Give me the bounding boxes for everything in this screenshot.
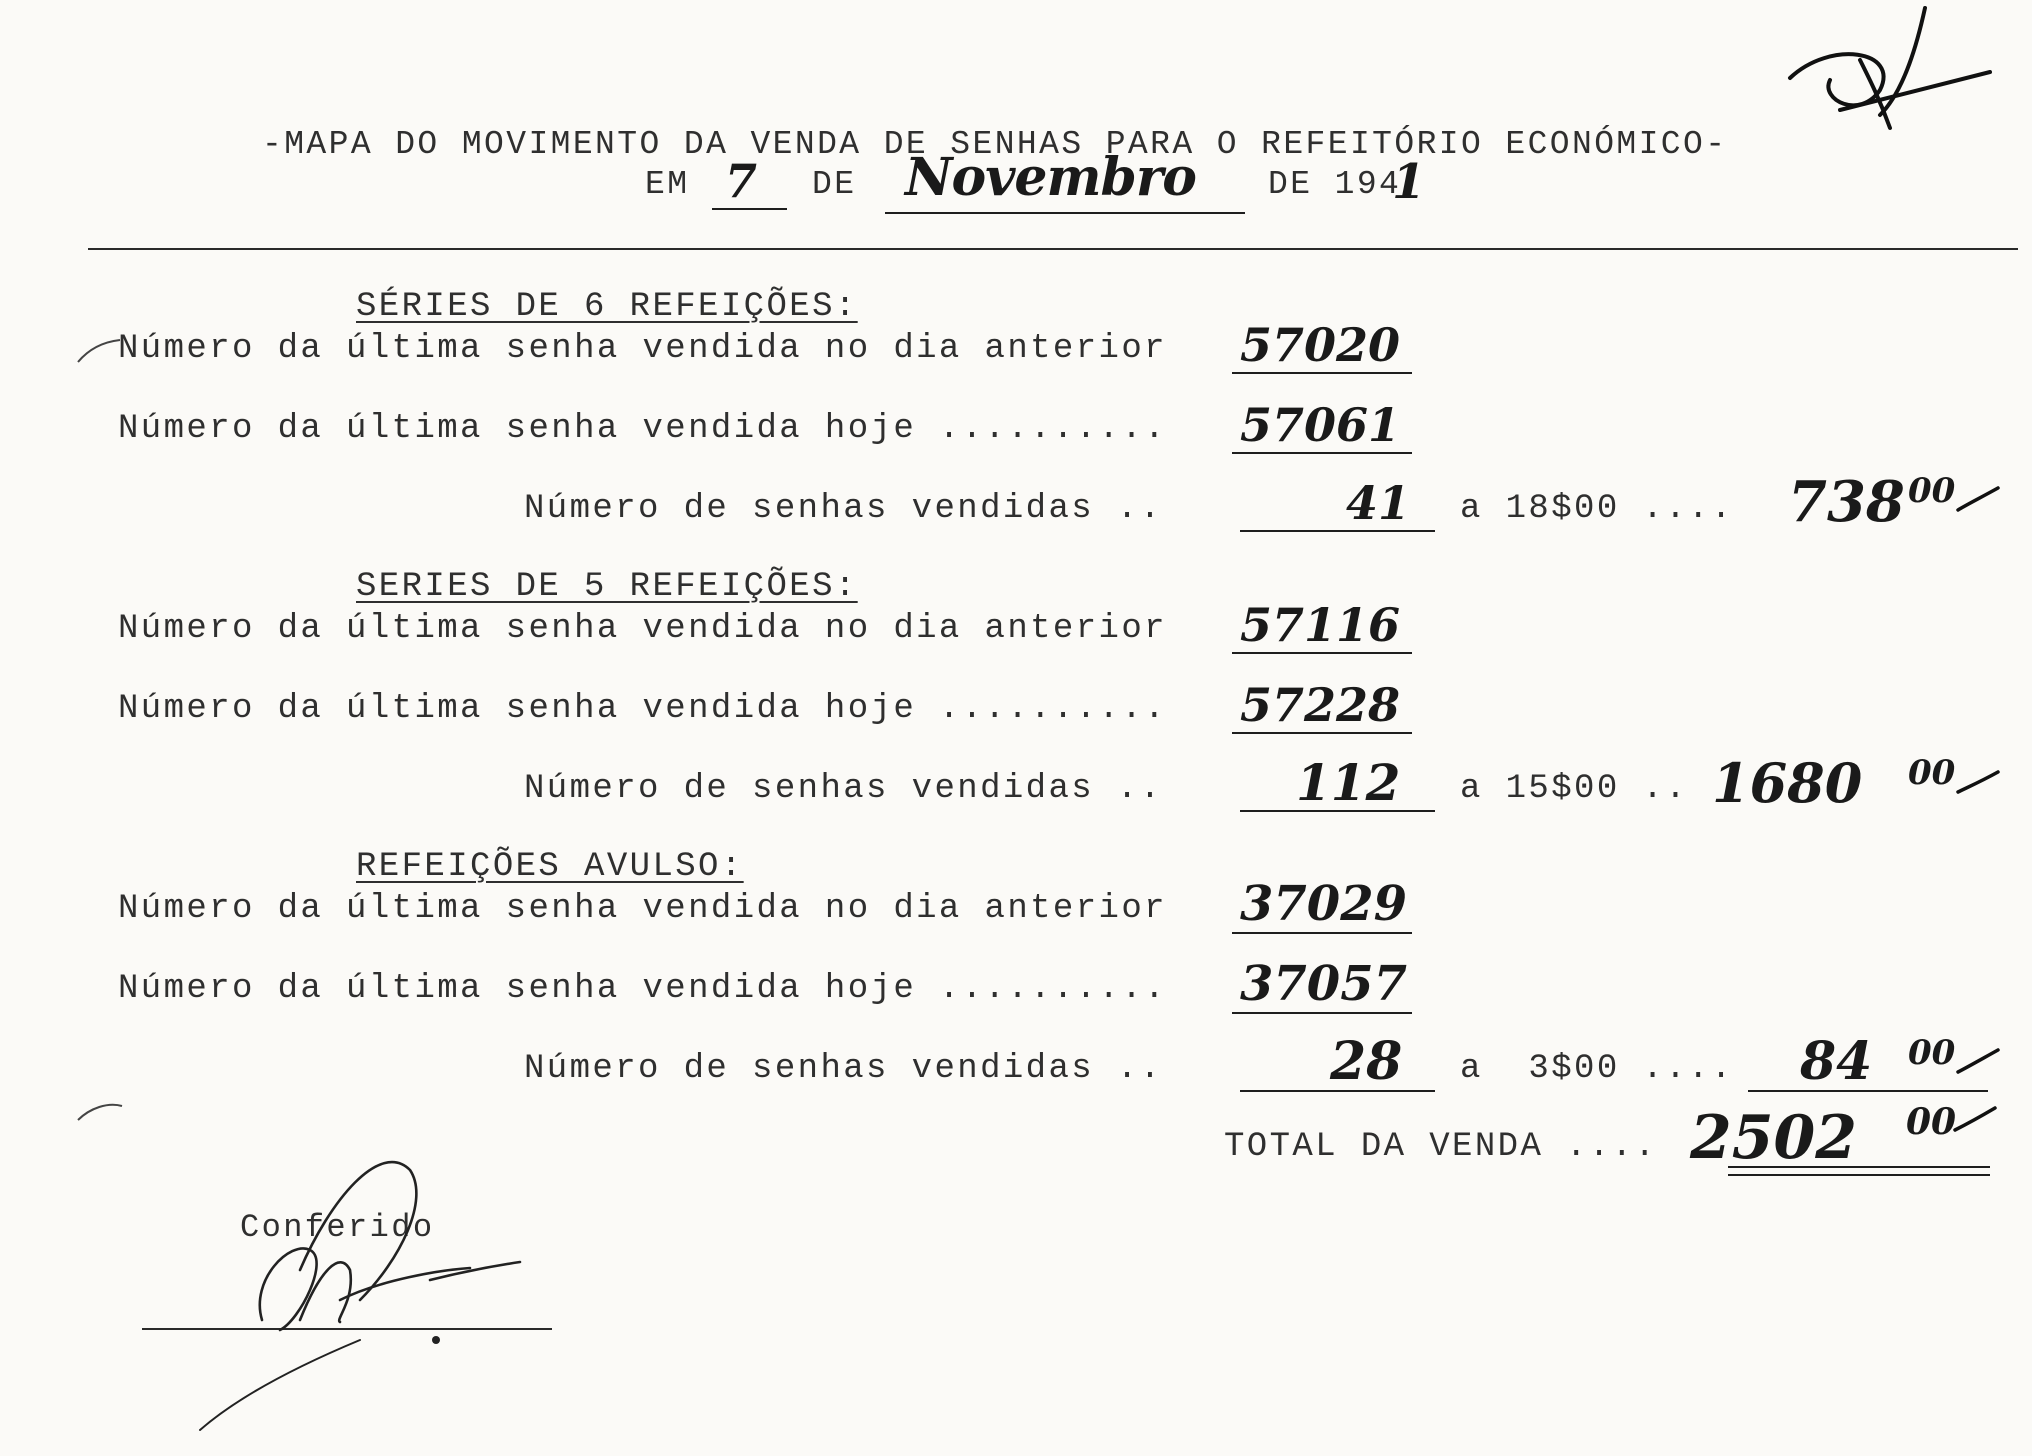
section-5-sold-label: Número de senhas vendidas ..: [524, 770, 1163, 808]
section-heading-5: SERIES DE 5 REFEIÇÕES:: [356, 568, 858, 606]
section-6-prev-value: 57020: [1240, 318, 1401, 372]
date-prefix: EM: [645, 166, 690, 203]
section-5-amount-main: 1680: [1712, 751, 1863, 815]
section-avulso-prev-value: 37029: [1240, 876, 1407, 932]
date-day: 7: [725, 154, 758, 208]
section-avulso-today-line: [1232, 1012, 1412, 1014]
section-6-sold-count: 41: [1346, 476, 1411, 530]
total-amount-main: 2502: [1690, 1103, 1857, 1173]
section-5-amount-cents: 00: [1908, 753, 1956, 793]
total-underline-1: [1728, 1166, 1990, 1168]
date-month-line: [885, 212, 1245, 214]
section-5-prev-label: Número da última senha vendida no dia anterior: [118, 610, 1167, 648]
section-5-unit-price: a 15$00 ..: [1460, 770, 1689, 808]
section-6-prev-line: [1232, 372, 1412, 374]
section-5-sold-line: [1240, 810, 1435, 812]
section-6-today-label: Número da última senha vendida hoje ..........: [118, 410, 1167, 448]
section-5-sold-count: 112: [1296, 753, 1401, 812]
section-6-today-line: [1232, 452, 1412, 454]
section-avulso-unit-price: a 3$00 ....: [1460, 1050, 1734, 1088]
date-year-digit: 1: [1392, 154, 1426, 210]
date-day-line: [712, 208, 787, 210]
date-month: Novembro: [905, 147, 1196, 208]
signature-dot: [432, 1336, 440, 1344]
section-5-prev-value: 57116: [1240, 598, 1401, 652]
section-avulso-today-label: Número da última senha vendida hoje ..........: [118, 970, 1167, 1008]
date-mid: DE: [812, 166, 857, 203]
section-6-sold-label: Número de senhas vendidas ..: [524, 490, 1163, 528]
section-6-today-value: 57061: [1240, 398, 1401, 452]
date-year-prefix: DE 194: [1268, 166, 1402, 203]
section-5-today-value: 57228: [1240, 678, 1401, 732]
section-6-unit-price: a 18$00 ....: [1460, 490, 1734, 528]
section-5-today-line: [1232, 732, 1412, 734]
margin-mark: [78, 1105, 122, 1120]
checkmark-icon: [1955, 1108, 1995, 1130]
section-avulso-prev-label: Número da última senha vendida no dia anterior: [118, 890, 1167, 928]
header-divider: [88, 248, 2018, 250]
checkmark-icon: [1958, 772, 1998, 792]
section-avulso-sold-label: Número de senhas vendidas ..: [524, 1050, 1163, 1088]
section-heading-6: SÉRIES DE 6 REFEIÇÕES:: [356, 288, 858, 326]
section-5-today-label: Número da última senha vendida hoje ..........: [118, 690, 1167, 728]
total-label: TOTAL DA VENDA ....: [1224, 1128, 1658, 1166]
section-avulso-today-value: 37057: [1240, 956, 1407, 1012]
section-heading-avulso: REFEIÇÕES AVULSO:: [356, 848, 744, 886]
total-underline-2: [1728, 1174, 1990, 1176]
section-6-amount-cents: 00: [1908, 471, 1956, 511]
section-avulso-amount-cents: 00: [1908, 1033, 1956, 1073]
initials-mark: [1790, 8, 1990, 128]
conferido-label: Conferido: [240, 1209, 435, 1246]
section-avulso-amount-line: [1748, 1090, 1988, 1092]
section-5-prev-line: [1232, 652, 1412, 654]
signature-mark: [200, 1162, 520, 1430]
section-6-amount-main: 738: [1788, 469, 1905, 535]
section-avulso-prev-line: [1232, 932, 1412, 934]
section-6-prev-label: Número da última senha vendida no dia anterior: [118, 330, 1167, 368]
checkmark-icon: [1958, 1050, 1998, 1072]
section-avulso-amount-main: 84: [1800, 1031, 1873, 1092]
total-amount-cents: 00: [1906, 1101, 1957, 1143]
section-avulso-sold-line: [1240, 1090, 1435, 1092]
section-avulso-sold-count: 28: [1330, 1031, 1403, 1092]
checkmark-icon: [1958, 488, 1998, 510]
section-6-sold-line: [1240, 530, 1435, 532]
document-title: -MAPA DO MOVIMENTO DA VENDA DE SENHAS PARA O REFEITÓRIO ECONÓMICO-: [262, 126, 1728, 163]
margin-mark: [78, 340, 120, 362]
signature-line: [142, 1328, 552, 1330]
